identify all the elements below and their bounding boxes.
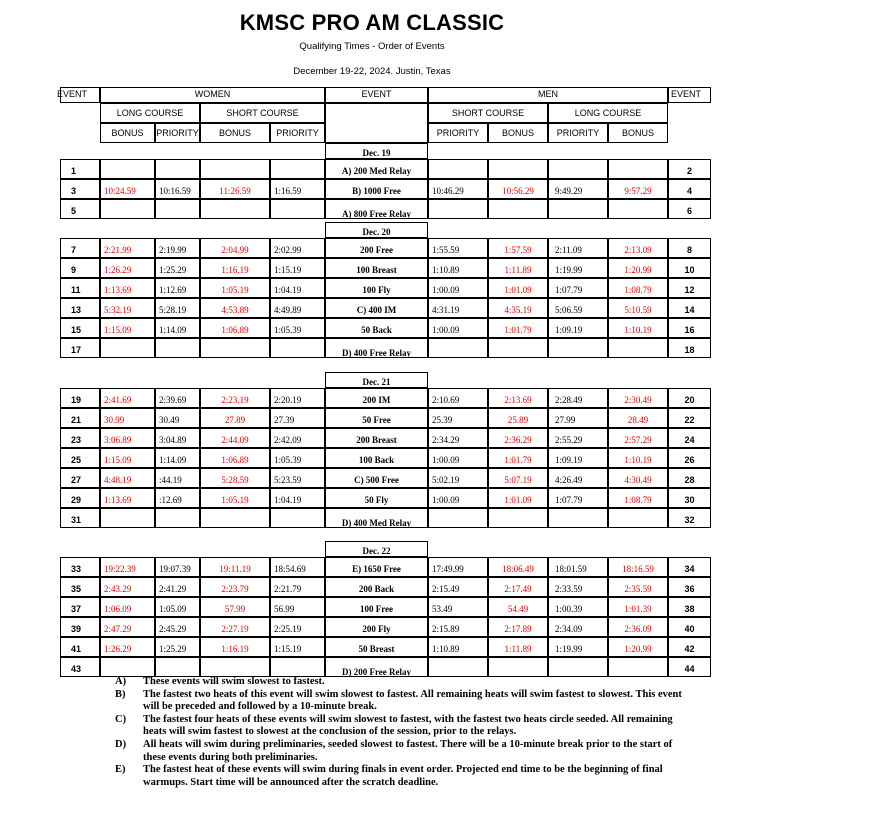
time-cell: 18:16.59 (608, 557, 668, 577)
time-cell: 3:04.89 (155, 428, 200, 448)
time-cell (608, 338, 668, 358)
page-title: KMSC PRO AM CLASSIC (239, 10, 505, 35)
time-cell: 57.99 (200, 597, 270, 617)
time-cell (548, 657, 608, 677)
time-cell: 1:15.09 (100, 318, 155, 338)
time-cell: 1:11.89 (488, 637, 548, 657)
time-cell: 10:56.29 (488, 179, 548, 199)
time-cell: 1:25.29 (155, 258, 200, 278)
event-right-header: EVENT (668, 87, 711, 103)
time-cell: 5:28.19 (155, 298, 200, 318)
event-number-cell: 41 (60, 637, 100, 657)
time-cell: 1:16.19 (200, 258, 270, 278)
event-number-cell: 23 (60, 428, 100, 448)
note-e: E) The fastest heat of these events will swim during finals in event order. Projected end time to be the beginning of final warmups. Start time will be announced after the scratch deadline. (115, 764, 663, 788)
time-cell (100, 199, 155, 219)
event-number-cell: 34 (668, 557, 711, 577)
event-number-cell: 27 (60, 468, 100, 488)
m-sc-priority-header: PRIORITY (428, 123, 488, 143)
time-cell: 1:00.09 (428, 448, 488, 468)
time-cell (155, 657, 200, 677)
time-cell: 1:01.39 (608, 597, 668, 617)
time-cell: 2:21.99 (100, 238, 155, 258)
event-number-cell: 42 (668, 637, 711, 657)
event-name-cell: 50 Free (325, 408, 428, 428)
time-cell (608, 159, 668, 179)
time-cell (155, 159, 200, 179)
event-name-cell: C) 400 IM (325, 298, 428, 318)
event-name-cell: 200 Free (325, 238, 428, 258)
event-number-cell: 19 (60, 388, 100, 408)
time-cell: 2:47.29 (100, 617, 155, 637)
men-short-course-header: SHORT COURSE (428, 103, 548, 123)
m-lc-bonus-header: BONUS (608, 123, 668, 143)
time-cell: 1:01.09 (488, 488, 548, 508)
w-sc-priority-header: PRIORITY (270, 123, 325, 143)
time-cell: 1:00.39 (548, 597, 608, 617)
event-name-cell: 50 Fly (325, 488, 428, 508)
time-cell: 2:41.69 (100, 388, 155, 408)
time-cell: 4:48.19 (100, 468, 155, 488)
time-cell: 2:27.19 (200, 617, 270, 637)
time-cell (428, 508, 488, 528)
time-cell: 56.99 (270, 597, 325, 617)
time-cell: 1:04.19 (270, 278, 325, 298)
event-number-cell: 36 (668, 577, 711, 597)
time-cell: 2:15.49 (428, 577, 488, 597)
event-number-cell: 28 (668, 468, 711, 488)
time-cell: 1:08.79 (608, 488, 668, 508)
time-cell (100, 508, 155, 528)
m-lc-priority-header: PRIORITY (548, 123, 608, 143)
time-cell (428, 199, 488, 219)
time-cell (608, 199, 668, 219)
time-cell (200, 338, 270, 358)
time-cell (155, 508, 200, 528)
women-header: WOMEN (100, 87, 325, 103)
event-number-cell: 7 (60, 238, 100, 258)
time-cell: 2:02.99 (270, 238, 325, 258)
time-cell: 5:32.19 (100, 298, 155, 318)
time-cell: 10:46.29 (428, 179, 488, 199)
time-cell: 2:41.29 (155, 577, 200, 597)
event-number-cell: 22 (668, 408, 711, 428)
event-number-cell: 30 (668, 488, 711, 508)
time-cell: 27.39 (270, 408, 325, 428)
time-cell (608, 657, 668, 677)
time-cell (428, 657, 488, 677)
event-number-cell: 35 (60, 577, 100, 597)
time-cell: 2:28.49 (548, 388, 608, 408)
event-name-cell: 100 Back (325, 448, 428, 468)
event-number-cell: 5 (60, 199, 100, 219)
time-cell: 4:53.89 (200, 298, 270, 318)
event-number-cell: 16 (668, 318, 711, 338)
time-cell: 2:21.79 (270, 577, 325, 597)
time-cell (100, 159, 155, 179)
w-lc-priority-header: PRIORITY (155, 123, 200, 143)
time-cell: 18:01.59 (548, 557, 608, 577)
time-cell: 2:57.29 (608, 428, 668, 448)
time-cell (428, 338, 488, 358)
event-name-cell: 100 Free (325, 597, 428, 617)
time-cell: 30.99 (100, 408, 155, 428)
event-number-cell: 20 (668, 388, 711, 408)
time-cell: 2:44.09 (200, 428, 270, 448)
event-number-cell: 25 (60, 448, 100, 468)
time-cell: 2:10.69 (428, 388, 488, 408)
time-cell: 25.39 (428, 408, 488, 428)
time-cell: 10:16.59 (155, 179, 200, 199)
time-cell: 1:16.59 (270, 179, 325, 199)
event-number-cell: 40 (668, 617, 711, 637)
time-cell (548, 199, 608, 219)
event-name-cell: D) 200 Free Relay (325, 657, 428, 677)
time-cell (200, 657, 270, 677)
time-cell: 2:35.59 (608, 577, 668, 597)
time-cell: 19:07.39 (155, 557, 200, 577)
event-number-cell: 17 (60, 338, 100, 358)
time-cell: 1:05.39 (270, 318, 325, 338)
event-name-cell: D) 400 Free Relay (325, 338, 428, 358)
time-cell: 2:30.49 (608, 388, 668, 408)
time-cell (270, 657, 325, 677)
event-number-cell: 4 (668, 179, 711, 199)
event-number-cell: 38 (668, 597, 711, 617)
time-cell: 5:02.19 (428, 468, 488, 488)
time-cell (200, 508, 270, 528)
event-number-cell: 32 (668, 508, 711, 528)
time-cell (200, 159, 270, 179)
time-cell: 2:36.29 (488, 428, 548, 448)
time-cell: 1:05.09 (155, 597, 200, 617)
time-cell: 5:07.19 (488, 468, 548, 488)
event-left-header: EVENT (60, 87, 100, 103)
time-cell (488, 338, 548, 358)
event-mid-header: EVENT (325, 87, 428, 103)
event-number-cell: 43 (60, 657, 100, 677)
time-cell: 1:04.19 (270, 488, 325, 508)
page-subtitle: Qualifying Times - Order of Events (299, 41, 445, 52)
time-cell: 25.89 (488, 408, 548, 428)
time-cell: 1:08.79 (608, 278, 668, 298)
time-cell: 1:26.29 (100, 637, 155, 657)
time-cell: 2:43.29 (100, 577, 155, 597)
time-cell: 2:42.09 (270, 428, 325, 448)
time-cell: 3:06.89 (100, 428, 155, 448)
time-cell: 2:39.69 (155, 388, 200, 408)
time-cell: 18:06.49 (488, 557, 548, 577)
event-mid-header-blank (325, 103, 428, 143)
men-header: MEN (428, 87, 668, 103)
event-name-cell: E) 1650 Free (325, 557, 428, 577)
event-name-cell: C) 500 Free (325, 468, 428, 488)
time-cell (100, 657, 155, 677)
time-cell: 2:15.89 (428, 617, 488, 637)
day-header: Dec. 22 (325, 541, 428, 557)
time-cell: 5:06.59 (548, 298, 608, 318)
note-d: D) All heats will swim during preliminaries, seeded slowest to fastest. There will be a 10-minute break prior to the start of these events during both preliminaries. (115, 738, 673, 763)
time-cell (200, 199, 270, 219)
time-cell: 1:01.09 (488, 278, 548, 298)
time-cell: 10:24.59 (100, 179, 155, 199)
event-number-cell: 2 (668, 159, 711, 179)
time-cell (488, 657, 548, 677)
time-cell: 1:07.79 (548, 488, 608, 508)
time-cell: 1:10.19 (608, 318, 668, 338)
time-cell: 9:57.29 (608, 179, 668, 199)
women-short-course-header: SHORT COURSE (200, 103, 325, 123)
time-cell: 2:25.19 (270, 617, 325, 637)
event-number-cell: 6 (668, 199, 711, 219)
event-name-cell: 200 IM (325, 388, 428, 408)
time-cell: 1:05.19 (200, 278, 270, 298)
event-number-cell: 33 (60, 557, 100, 577)
men-long-course-header: LONG COURSE (548, 103, 668, 123)
time-cell: 27.89 (200, 408, 270, 428)
time-cell: 4:30.49 (608, 468, 668, 488)
event-number-cell: 12 (668, 278, 711, 298)
event-number-cell: 15 (60, 318, 100, 338)
time-cell: 1:15.19 (270, 258, 325, 278)
time-cell: 5:10.59 (608, 298, 668, 318)
time-cell: 2:23.19 (200, 388, 270, 408)
event-number-cell: 21 (60, 408, 100, 428)
time-cell: 1:10.19 (608, 448, 668, 468)
time-cell (548, 338, 608, 358)
time-cell: 17:49.99 (428, 557, 488, 577)
time-cell: 1:20.99 (608, 258, 668, 278)
time-cell: 1:19.99 (548, 637, 608, 657)
time-cell: :12.69 (155, 488, 200, 508)
time-cell: 1:11.89 (488, 258, 548, 278)
event-name-cell: 100 Breast (325, 258, 428, 278)
time-cell: 1:10.89 (428, 637, 488, 657)
time-cell: 2:17.49 (488, 577, 548, 597)
time-cell: 9:49.29 (548, 179, 608, 199)
time-cell: 1:14.09 (155, 318, 200, 338)
time-cell: 2:20.19 (270, 388, 325, 408)
time-cell: 1:01.79 (488, 448, 548, 468)
w-lc-bonus-header: BONUS (100, 123, 155, 143)
time-cell: 2:19.99 (155, 238, 200, 258)
event-number-cell: 24 (668, 428, 711, 448)
time-cell (100, 338, 155, 358)
time-cell: 1:00.09 (428, 278, 488, 298)
time-cell: 5:28.59 (200, 468, 270, 488)
event-number-cell: 29 (60, 488, 100, 508)
time-cell: 2:23.79 (200, 577, 270, 597)
time-cell (488, 508, 548, 528)
time-cell: 5:23.59 (270, 468, 325, 488)
time-cell (155, 338, 200, 358)
time-cell (548, 508, 608, 528)
time-cell (488, 159, 548, 179)
note-b: B) The fastest two heats of this event will swim slowest to fastest. All remaining heats will swim fastest to slowest. This event will be preceded and followed by a 10-minute break. (115, 688, 682, 713)
time-cell: 1:20.99 (608, 637, 668, 657)
time-cell: 4:35.19 (488, 298, 548, 318)
event-number-cell: 1 (60, 159, 100, 179)
time-cell: 4:31.19 (428, 298, 488, 318)
time-cell (548, 159, 608, 179)
time-cell: 2:04.99 (200, 238, 270, 258)
time-cell: 2:17.89 (488, 617, 548, 637)
time-cell: 1:00.09 (428, 318, 488, 338)
time-cell: 1:09.19 (548, 448, 608, 468)
time-cell: 2:34.29 (428, 428, 488, 448)
time-cell: 2:11.09 (548, 238, 608, 258)
time-cell: 2:13.09 (608, 238, 668, 258)
event-number-cell: 26 (668, 448, 711, 468)
time-cell: 1:13.69 (100, 278, 155, 298)
time-cell: 1:09.19 (548, 318, 608, 338)
event-name-cell: 200 Back (325, 577, 428, 597)
time-cell: 1:15.19 (270, 637, 325, 657)
time-cell: 1:07.79 (548, 278, 608, 298)
event-name-cell: 200 Fly (325, 617, 428, 637)
time-cell: 53.49 (428, 597, 488, 617)
time-cell: 11:26.59 (200, 179, 270, 199)
time-cell (608, 508, 668, 528)
time-cell: 1:05.19 (200, 488, 270, 508)
time-cell: 1:06.09 (100, 597, 155, 617)
time-cell: 1:19.99 (548, 258, 608, 278)
time-cell: 1:14.09 (155, 448, 200, 468)
m-sc-bonus-header: BONUS (488, 123, 548, 143)
event-name-cell: 50 Breast (325, 637, 428, 657)
time-cell: 2:45.29 (155, 617, 200, 637)
time-cell: 2:13.69 (488, 388, 548, 408)
event-number-cell: 44 (668, 657, 711, 677)
time-cell: 1:13.69 (100, 488, 155, 508)
time-cell: 1:25.29 (155, 637, 200, 657)
event-number-cell: 13 (60, 298, 100, 318)
women-long-course-header: LONG COURSE (100, 103, 200, 123)
event-number-cell: 9 (60, 258, 100, 278)
time-cell: 2:55.29 (548, 428, 608, 448)
time-cell: 19:11.19 (200, 557, 270, 577)
note-c: C) The fastest four heats of these events will swim slowest to fastest, with the fastest two heats circle seeded. All remaining heats will swim fastest to slowest at the conclusion of the session, prior to the relays. (115, 713, 673, 738)
event-number-cell: 3 (60, 179, 100, 199)
time-cell: 1:00.09 (428, 488, 488, 508)
time-cell: 2:34.09 (548, 617, 608, 637)
event-number-cell: 37 (60, 597, 100, 617)
time-cell: 1:06.89 (200, 318, 270, 338)
event-number-cell: 31 (60, 508, 100, 528)
time-cell: 1:01.79 (488, 318, 548, 338)
meet-dates: December 19-22, 2024. Justin, Texas (293, 66, 451, 77)
time-cell: 4:26.49 (548, 468, 608, 488)
time-cell: 2:36.09 (608, 617, 668, 637)
event-number-cell: 8 (668, 238, 711, 258)
time-cell (488, 199, 548, 219)
time-cell: 1:10.89 (428, 258, 488, 278)
time-cell: 2:33.59 (548, 577, 608, 597)
note-a: A) These events will swim slowest to fastest. (115, 676, 325, 687)
time-cell: 1:55.59 (428, 238, 488, 258)
time-cell: 54.49 (488, 597, 548, 617)
event-name-cell: 50 Back (325, 318, 428, 338)
time-cell: 1:16.19 (200, 637, 270, 657)
time-cell: :44.19 (155, 468, 200, 488)
time-cell: 4:49.89 (270, 298, 325, 318)
time-cell: 30.49 (155, 408, 200, 428)
event-name-cell: 200 Breast (325, 428, 428, 448)
event-name-cell: 100 Fly (325, 278, 428, 298)
time-cell: 1:15.09 (100, 448, 155, 468)
event-name-cell: D) 400 Med Relay (325, 508, 428, 528)
event-number-cell: 14 (668, 298, 711, 318)
event-number-cell: 11 (60, 278, 100, 298)
time-cell: 28.49 (608, 408, 668, 428)
day-header: Dec. 21 (325, 372, 428, 388)
event-number-cell: 10 (668, 258, 711, 278)
time-cell: 1:06.89 (200, 448, 270, 468)
time-cell: 27.99 (548, 408, 608, 428)
event-number-cell: 18 (668, 338, 711, 358)
time-cell: 1:05.39 (270, 448, 325, 468)
time-cell (270, 199, 325, 219)
time-cell (155, 199, 200, 219)
time-cell: 18:54.69 (270, 557, 325, 577)
day-header: Dec. 20 (325, 222, 428, 238)
time-cell: 1:57.59 (488, 238, 548, 258)
event-name-cell: B) 1000 Free (325, 179, 428, 199)
time-cell: 19:22.39 (100, 557, 155, 577)
time-cell: 1:26.29 (100, 258, 155, 278)
event-number-cell: 39 (60, 617, 100, 637)
event-name-cell: A) 200 Med Relay (325, 159, 428, 179)
time-cell: 1:12.69 (155, 278, 200, 298)
time-cell (270, 338, 325, 358)
w-sc-bonus-header: BONUS (200, 123, 270, 143)
event-name-cell: A) 800 Free Relay (325, 199, 428, 219)
notes-section (115, 676, 695, 789)
time-cell (270, 159, 325, 179)
time-cell (270, 508, 325, 528)
day-header: Dec. 19 (325, 143, 428, 159)
time-cell (428, 159, 488, 179)
